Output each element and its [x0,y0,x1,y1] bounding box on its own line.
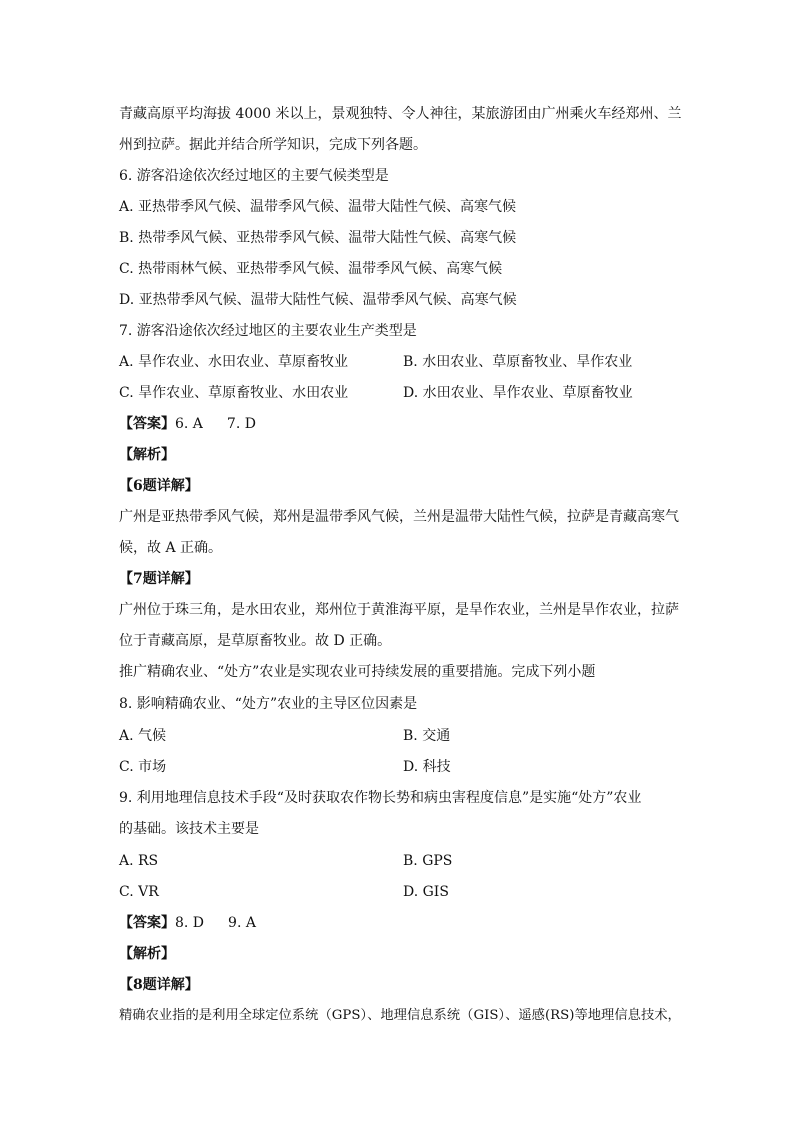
question-6-detail-text: 候，故 A 正确。 [119,540,223,556]
question-7-detail-text: 广州位于珠三角，是水田农业，郑州位于黄淮海平原，是旱作农业，兰州是旱作农业，拉萨 [119,602,679,618]
intro-paragraph-line: 州到拉萨。据此并结合所学知识，完成下列各题。 [119,137,427,153]
question-9-option-a: A. RS [119,853,159,869]
answer-7: 7. D [226,416,256,432]
question-8-option-c: C. 市场 [119,759,167,775]
question-7-detail-text: 位于青藏高原，是草原畜牧业。故 D 正确。 [119,633,392,649]
question-6-option-c: C. 热带雨林气候、亚热带季风气候、温带季风气候、高寒气候 [119,261,503,277]
question-9-option-b: B. GPS [403,853,453,869]
question-6-detail-heading: 【6题详解】 [119,478,199,494]
question-7-row-ab [119,352,348,372]
answer-8: 8. D [175,915,205,931]
question-6-option-d: D. 亚热带季风气候、温带大陆性气候、温带季风气候、高寒气候 [119,292,517,308]
question-7-option-a: A. 旱作农业、水田农业、草原畜牧业 [119,354,349,370]
question-8-stem: 8. 影响精确农业、“处方”农业的主导区位因素是 [119,696,418,712]
answer-label: 【答案】 [119,416,175,432]
answer-9: 9. A [228,915,256,931]
question-7-option-b: B. 水田农业、草原畜牧业、旱作农业 [403,354,633,370]
answer-6: 6. A [175,416,203,432]
answer-line-2 [119,913,256,933]
question-6-option-b: B. 热带季风气候、亚热带季风气候、温带大陆性气候、高寒气候 [119,230,517,246]
answer-line-1 [119,414,256,434]
analysis-label: 【解析】 [119,447,175,463]
intro-paragraph-2: 推广精确农业、“处方”农业是实现农业可持续发展的重要措施。完成下列小题 [119,664,596,680]
analysis-label: 【解析】 [119,946,175,962]
question-6-detail-text: 广州是亚热带季风气候，郑州是温带季风气候，兰州是温带大陆性气候，拉萨是青藏高寒气 [119,509,679,525]
question-8-detail-text: 精确农业指的是利用全球定位系统（GPS）、地理信息系统（GIS）、遥感(RS)等地理信息技术， [119,1008,681,1023]
question-7-option-c: C. 旱作农业、草原畜牧业、水田农业 [119,385,349,401]
question-6-option-a: A. 亚热带季风气候、温带季风气候、温带大陆性气候、高寒气候 [119,199,517,215]
intro-paragraph-line: 青藏高原平均海拔 4000 米以上，景观独特、令人神往，某旅游团由广州乘火车经郑州、兰 [119,106,682,122]
question-9-stem: 的基础。该技术主要是 [119,821,259,837]
question-7-option-d: D. 水田农业、旱作农业、草原畜牧业 [403,385,633,401]
answer-label: 【答案】 [119,915,175,931]
question-8-detail-heading: 【8题详解】 [119,977,199,993]
question-6-stem: 6. 游客沿途依次经过地区的主要气候类型是 [119,168,389,184]
question-8-option-b: B. 交通 [403,728,451,744]
question-7-stem: 7. 游客沿途依次经过地区的主要农业生产类型是 [119,323,417,339]
question-8-option-a: A. 气候 [119,728,167,744]
question-7-detail-heading: 【7题详解】 [119,571,199,587]
question-8-option-d: D. 科技 [403,759,451,775]
question-9-option-c: C. VR [119,884,159,900]
question-9-option-d: D. GIS [403,884,449,900]
question-9-stem: 9. 利用地理信息技术手段“及时获取农作物长势和病虫害程度信息”是实施“处方”农业 [119,790,642,806]
